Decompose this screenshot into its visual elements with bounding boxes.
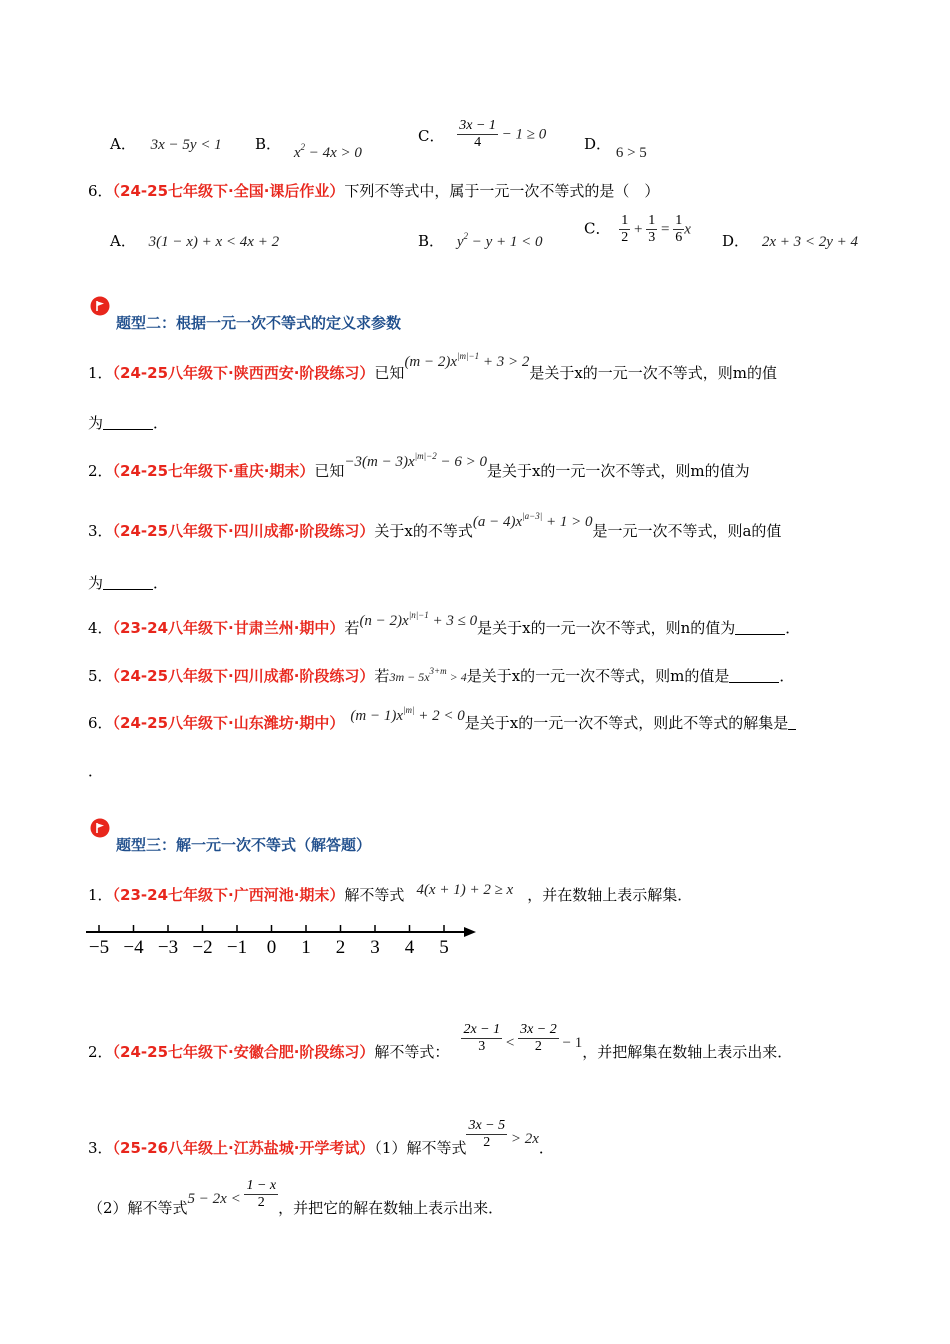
- q5-option-a: A． 3x − 5y < 1: [110, 135, 222, 153]
- s2-q5: 5．（24-25八年级下·四川成都·阶段练习）若$3m - 5x^{3+m} > 4$是关于x的一元一次不等式，则m的值是 ．: [88, 666, 795, 685]
- section2-title: 题型二：根据一元一次不等式的定义求参数: [116, 314, 402, 332]
- number-line-label: −5: [88, 937, 110, 958]
- number-line-label: −4: [123, 937, 144, 958]
- answer-blank[interactable]: [103, 415, 153, 430]
- s3-q3-part2: （2）解不等式5 − 2x < $\frac{1 - x}{2}$ ，并把它的解在数轴上表示出来．: [88, 1178, 504, 1217]
- s2-q2: 2．（24-25七年级下·重庆·期末）已知$-3(m - 3)x^{|m|-2} - 6 > 0$是关于x的一元一次不等式，则m的值为: [88, 451, 750, 480]
- q6-stem: 6．（24-25七年级下·全国·课后作业）下列不等式中，属于一元一次不等式的是（ ）: [88, 182, 660, 200]
- section-flag-icon: [90, 296, 110, 316]
- s2-q1-cont: 为 ．: [88, 414, 169, 432]
- s3-q1: 1．（23-24七年级下·广西河池·期末）解不等式 4(x + 1) + 2 ≥ x ，并在数轴上表示解集．: [88, 882, 693, 904]
- answer-blank[interactable]: [788, 715, 796, 730]
- s2-q3-cont: 为 ．: [88, 574, 169, 592]
- q5-option-d: D． 6 > 5: [584, 135, 647, 161]
- q6-option-a: A． 3(1 − x) + x < 4x + 2: [110, 232, 280, 250]
- s3-q2: 2．（24-25七年级下·安徽合肥·阶段练习）解不等式： $\frac{2x - 1}{3}$ < $\frac{3x - 2}{2}$ − 1，并把解集在数轴上表示出来．: [88, 1022, 793, 1061]
- number-line-label: 0: [266, 937, 277, 958]
- answer-blank[interactable]: [735, 620, 785, 635]
- number-line-label: −1: [226, 937, 248, 958]
- q6-option-d: D． 2x + 3 < 2y + 4: [722, 232, 858, 250]
- number-line-label: 4: [404, 937, 415, 958]
- arrow-icon: [464, 927, 476, 937]
- answer-blank[interactable]: [729, 668, 779, 683]
- s2-q6: 6．（24-25八年级下·山东潍坊·期中） $(m - 1)x^{|m|} + 2 < 0$是关于x的一元一次不等式，则此不等式的解集是: [88, 712, 796, 733]
- number-line-label: 1: [301, 937, 311, 958]
- s3-q3: 3．（25-26八年级上·江苏盐城·开学考试）（1）解不等式 $\frac{3x - 5}{2}$ > 2x．: [88, 1118, 554, 1157]
- s2-q6-end: ．: [88, 762, 104, 780]
- number-line: [80, 920, 490, 960]
- section3-title: 题型三：解一元一次不等式（解答题）: [116, 836, 372, 854]
- number-line-label: 5: [439, 937, 449, 958]
- q5-option-c: C． $\frac{3x - 1}{4}$ − 1 ≥ 0: [418, 118, 547, 150]
- number-line-label: −3: [157, 937, 179, 958]
- number-line-label: −2: [192, 937, 213, 958]
- number-line-label: 3: [370, 937, 380, 958]
- answer-blank[interactable]: [103, 575, 153, 590]
- s2-q1: 1．（24-25八年级下·陕西西安·阶段练习）已知$(m - 2)x^{|m|-1} + 3 > 2$是关于x的一元一次不等式，则m的值: [88, 351, 778, 382]
- number-line-label: 2: [335, 937, 346, 958]
- q5-option-b: B． $x^2 - 4x > 0$: [255, 135, 362, 161]
- q6-option-b: B． $y^2 - y + 1 < 0$: [418, 231, 543, 250]
- section-flag-icon: [90, 818, 110, 838]
- q6-option-c: C． $\frac{1}{2}$ + $\frac{1}{3}$ = $\frac{1}{6}$ x: [584, 213, 691, 245]
- s2-q3: 3．（24-25八年级下·四川成都·阶段练习）关于x的不等式$(a - 4)x^{|a-3|} + 1 > 0$是一元一次不等式，则a的值: [88, 511, 782, 540]
- s2-q4: 4．（23-24八年级下·甘肃兰州·期中）若$(n - 2)x^{|n|-1} + 3 \le 0$是关于x的一元一次不等式，则n的值为 ．: [88, 610, 801, 637]
